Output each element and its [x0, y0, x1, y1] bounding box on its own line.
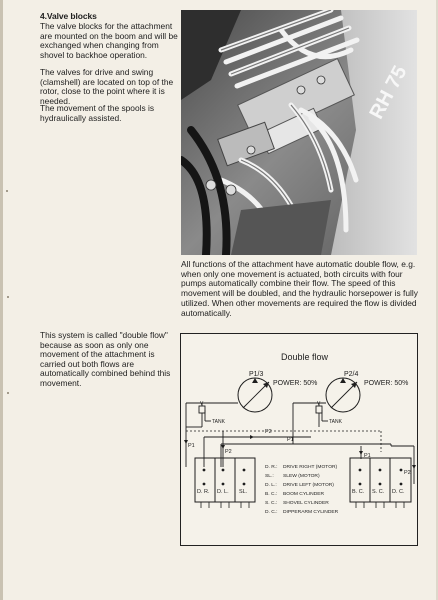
photo-stamp: RH 75: [365, 62, 412, 123]
double-flow-diagram-art: [181, 334, 419, 547]
legend-code: D. R.:: [265, 465, 278, 470]
legend-code: D. C.:: [265, 510, 278, 515]
valve-left-label: V: [200, 401, 204, 407]
diagram-legend: [265, 464, 339, 515]
page-binding-edge: [0, 0, 3, 600]
legend-code: SL.:: [265, 474, 274, 479]
drive-swing-paragraph: The valves for drive and swing (clamshell) are located on top of the rotor, close to the point where it is needed.: [40, 67, 174, 106]
double-flow-explanation: This system is called "double flow" because as soon as only one movement of the attachment is carried out both flows are automatically combined behind this movement.: [40, 330, 171, 388]
page-speck: [7, 392, 9, 394]
pump-right-power: POWER: 50%: [364, 380, 409, 387]
right-block-section-sc: S. C.: [372, 489, 385, 495]
line-label-p2-right: P2: [404, 470, 411, 476]
valve-right-label: V: [317, 401, 321, 407]
right-valve-block: [350, 458, 411, 502]
right-block-section-dc: D. C.: [392, 489, 405, 495]
legend-code: S. C.:: [265, 501, 278, 506]
line-label-p1-left: P1: [188, 443, 195, 449]
right-block-section-bc: B. C.: [352, 489, 365, 495]
line-label-p1-mid: P1: [287, 437, 294, 443]
page-speck: [7, 296, 9, 298]
legend-text: DRIVE LEFT (MOTOR): [283, 483, 334, 488]
left-block-section-sl: SL.: [239, 489, 248, 495]
intro-paragraph: The valve blocks for the attachment are mounted on the boom and will be exchanged when changing from shovel to backhoe operation.: [40, 21, 178, 60]
legend-text: BOOM CYLINDER: [283, 492, 325, 497]
legend-text: SLEW (MOTOR): [283, 474, 320, 479]
legend-code: B. C.:: [265, 492, 278, 497]
pump-left-power: POWER: 50%: [273, 380, 318, 387]
legend-code: D. L.:: [265, 483, 277, 488]
section-title: 4.Valve blocks: [40, 11, 97, 21]
double-flow-caption: All functions of the attachment have automatic double flow, e.g. when only one movement is actuated, both circuits with four pumps automatically combine their flow. The speed of this movement will be doubled, and the hydraulic horsepower is fully utilized. When other movements are required the flow is divided automatically.: [181, 259, 418, 318]
pump-left: [238, 378, 272, 412]
left-block-section-dr: D. R.: [197, 489, 210, 495]
legend-text: DRIVE RIGHT (MOTOR): [283, 465, 338, 470]
tank-right-label: TANK: [329, 419, 342, 425]
double-flow-diagram: [180, 333, 418, 546]
tank-left-label: TANK: [212, 419, 225, 425]
valve-block-photo: [181, 10, 417, 255]
diagram-title: Double flow: [281, 352, 329, 362]
pump-left-label: P1/3: [249, 371, 264, 378]
legend-text: DIPPERARM CYLINDER: [283, 510, 339, 515]
pump-right-label: P2/4: [344, 371, 359, 378]
line-label-p2-left: P2: [225, 449, 232, 455]
legend-text: SHOVEL CYLINDER: [283, 501, 329, 506]
pump-right: [326, 378, 360, 412]
line-label-p2-top: P2: [265, 429, 272, 435]
valve-block-photo-art: [181, 10, 417, 255]
page-speck: [6, 190, 8, 192]
line-label-p1-right: P1: [364, 453, 371, 459]
left-block-section-dl: D. L.: [217, 489, 229, 495]
spool-paragraph: The movement of the spools is hydraulically assisted.: [40, 103, 155, 123]
